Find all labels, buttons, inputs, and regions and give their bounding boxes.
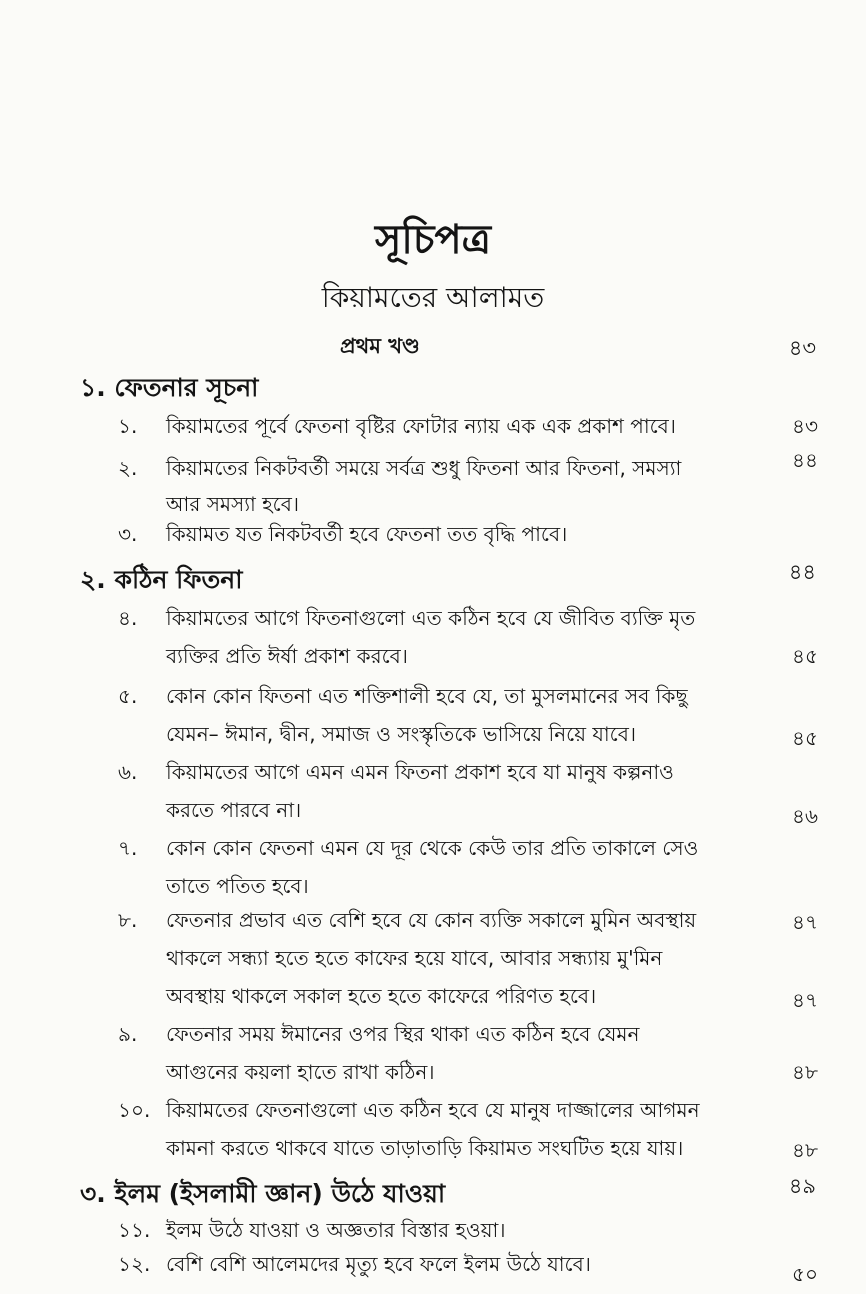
item-page: ৪৭ [792,910,818,934]
item-text: বেশি বেশি আলেমদের মৃত্যু হবে ফলে ইলম উঠে যাবে। [166,1252,591,1276]
item-text: যেমন– ঈমান, দ্বীন, সমাজ ও সংস্কৃতিকে ভাসিয়ে নিয়ে যাবে। [166,722,636,746]
toc-item [118,752,818,832]
item-text: কিয়ামতের ফেতনাগুলো এত কঠিন হবে যে মানুষ দাজ্জালের আগমন [166,1098,700,1122]
item-text: কিয়ামতের পূর্বে ফেতনা বৃষ্টির ফোটার ন্যায় এক এক প্রকাশ পাবে। [166,414,676,438]
toc-item [118,444,818,524]
toc-item [118,406,818,446]
item-text: কোন কোন ফিতনা এত শক্তিশালী হবে যে, তা মুসলমানের সব কিছু [166,684,688,708]
item-number: ৯. [118,1022,138,1046]
item-number: ২. [118,456,138,480]
section-page-number: ৪৪ [788,560,816,584]
item-text: ফেতনার প্রভাব এত বেশি হবে যে কোন ব্যক্তি সকালে মুমিন অবস্থায় [166,908,697,932]
toc-item [118,598,818,678]
toc-item [118,514,818,554]
item-page: ৪৮ [792,1138,818,1162]
item-text: আর সমস্যা হবে। [166,492,300,516]
item-text: করতে পারবে না। [166,798,302,822]
page-title: সূচিপত্র [375,217,491,263]
item-text: ব্যক্তির প্রতি ঈর্ষা প্রকাশ করবে। [166,644,408,668]
section-page-number: ৪৯ [788,1174,816,1198]
item-number: ১১. [118,1218,151,1242]
item-number: ৬. [118,760,138,784]
section-heading: ৩. ইলম (ইসলামী জ্ঞান) উঠে যাওয়া [80,1179,446,1208]
part-heading: প্রথম খণ্ড [340,334,420,358]
item-text: কোন কোন ফেতনা এমন যে দূর থেকে কেউ তার প্রতি তাকালে সেও [166,836,699,860]
item-page: ৪৩ [792,414,818,438]
item-text: কিয়ামতের আগে এমন এমন ফিতনা প্রকাশ হবে যা মানুষ কল্পনাও [166,760,674,784]
item-page: ৫০ [792,1262,818,1286]
item-text: তাতে পতিত হবে। [166,874,309,898]
item-text: কিয়ামতের নিকটবর্তী সময়ে সর্বত্র শুধু ফিতনা আর ফিতনা, সমস্যা [166,456,682,480]
item-text: কামনা করতে থাকবে যাতে তাড়াতাড়ি কিয়ামত সংঘটিত হয়ে যায়। [166,1136,684,1160]
item-text: কিয়ামতের আগে ফিতনাগুলো এত কঠিন হবে যে জীবিত ব্যক্তি মৃত [166,606,696,630]
toc-item [118,1244,818,1284]
item-page: ৪৬ [792,804,818,828]
item-number: ৫. [118,684,138,708]
item-page: ৪৫ [792,726,818,750]
item-page: ৪৭ [792,988,818,1012]
part-page-number: ৪৩ [788,336,816,360]
section-heading: ১. ফেতনার সূচনা [80,373,259,402]
page-subtitle: কিয়ামতের আলামত [321,281,545,314]
item-text: ফেতনার সময় ঈমানের ওপর স্থির থাকা এত কঠিন হবে যেমন [166,1022,640,1046]
item-number: ৮. [118,908,138,932]
item-page: ৪৮ [792,1060,818,1084]
item-number: ১. [118,414,138,438]
toc-item [118,900,818,1020]
item-page: ৪৫ [792,644,818,668]
item-number: ৭. [118,836,138,860]
section-heading: ২. কঠিন ফিতনা [80,565,243,594]
item-text: থাকলে সন্ধ্যা হতে হতে কাফের হয়ে যাবে, আবার সন্ধ্যায় মু'মিন [166,946,663,970]
item-text: কিয়ামত যত নিকটবর্তী হবে ফেতনা তত বৃদ্ধি পাবে। [166,522,568,546]
toc-item [118,828,818,908]
item-number: ৩. [118,522,138,546]
item-text: ইলম উঠে যাওয়া ও অজ্ঞতার বিস্তার হওয়া। [166,1218,506,1242]
item-number: ১০. [118,1098,151,1122]
toc-item [118,1090,818,1170]
item-page: ৪৪ [792,448,818,472]
toc-item [118,676,818,756]
item-text: আগুনের কয়লা হাতে রাখা কঠিন। [166,1060,435,1084]
toc-item [118,1014,818,1094]
item-text: অবস্থায় থাকলে সকাল হতে হতে কাফেরে পরিণত হবে। [166,984,597,1008]
item-number: ৪. [118,606,138,630]
item-number: ১২. [118,1252,151,1276]
